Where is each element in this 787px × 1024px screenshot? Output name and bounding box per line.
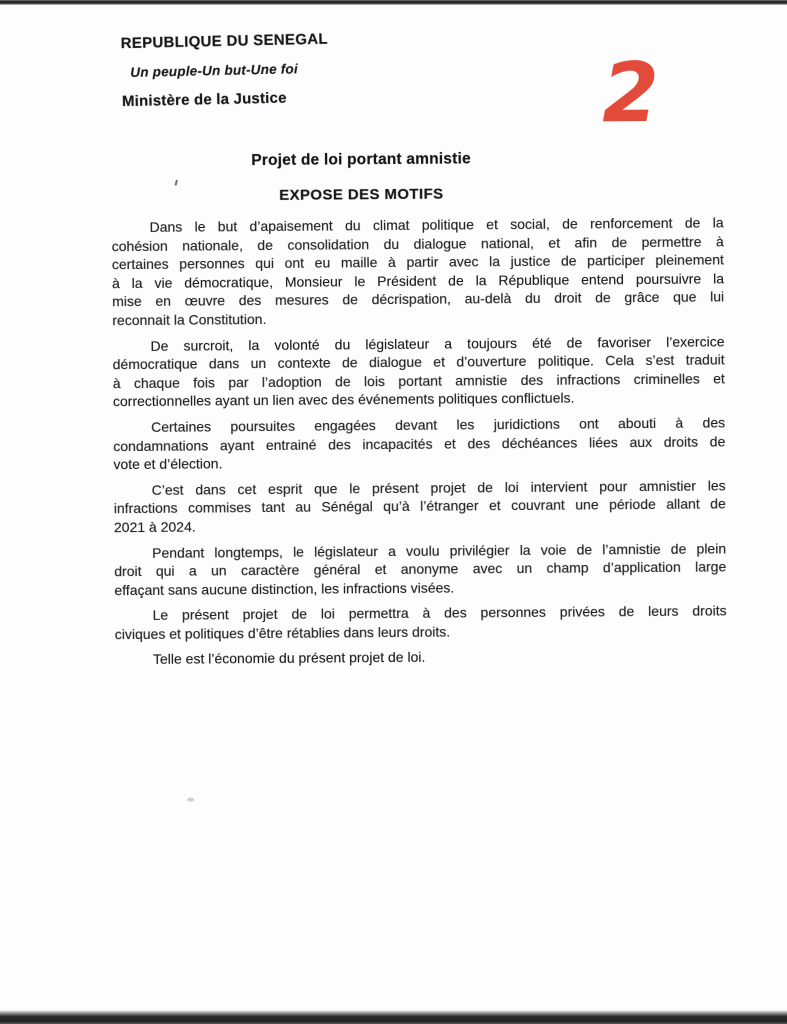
document-headings [111, 149, 611, 205]
paragraph-line: droit qui a un caractère général et anonyme avec un champ d’application large [114, 558, 727, 580]
paragraph-line: mise en œuvre des mesures de décrispation, au-delà du droit de grâce que lui [112, 288, 725, 310]
scan-edge-bottom [0, 1010, 787, 1024]
page-content [0, 2, 787, 1013]
paragraph [112, 213, 725, 329]
paragraph-line: condamnations ayant entrainé des incapacités et des déchéances liées aux droits de [113, 432, 726, 454]
paragraph-line: 2021 à 2024. [113, 518, 196, 536]
paragraph [114, 476, 726, 537]
paragraph-line: Telle est l’économie du présent projet de loi. [152, 649, 426, 668]
paragraph-line: C’est dans cet esprit que le présent projet de loi intervient pour amnistier les [151, 477, 726, 498]
paragraph [114, 539, 726, 600]
paragraph-line: vote et d’élection. [113, 455, 223, 473]
document-page [0, 5, 787, 1010]
paragraph-line: à la vie démocratique, Monsieur le Président de la République entend poursuivre la [111, 270, 725, 291]
republic-title: REPUBLIQUE DU SENEGAL [120, 30, 329, 53]
paragraph-line: Certaines poursuites engagées devant les juridictions ont abouti à des [151, 414, 726, 435]
national-motto: Un peuple-Un but-Une foi [130, 61, 299, 80]
paragraph [112, 332, 725, 411]
paragraph-line: cohésion nationale, de consolidation du dialogue national, et afin de permettre à [111, 232, 724, 254]
paragraph-line: démocratique dans un contexte de dialogue et d’ouverture politique. Cela s’est traduit [112, 351, 725, 373]
paragraph [115, 646, 727, 669]
paragraph-line: Pendant longtemps, le législateur a voulu privilégier la voie de l’amnistie de plein [152, 539, 727, 561]
paragraph [113, 413, 725, 474]
document-subtitle: EXPOSE DES MOTIFS [279, 185, 444, 204]
scan-speck [187, 798, 194, 802]
paragraph-line: civiques et politiques d’être rétablies dans leurs droits. [114, 623, 451, 643]
paragraph-line: Dans le but d’apaisement du climat politique et social, de renforcement de la [149, 214, 724, 235]
ministry-name: Ministère de la Justice [121, 89, 287, 111]
paragraph-line: infractions commises tant au Sénégal qu’à l’étranger et couvrant une période allant de [113, 495, 726, 517]
document-header [121, 31, 330, 111]
paragraph-line: à chaque fois par l’adoption de lois portant amnistie des infractions criminelles et [112, 370, 725, 391]
paragraph-line: effaçant sans aucune distinction, les infractions visées. [114, 579, 455, 598]
paragraph-line: De surcroit, la volonté du législateur a toujours été de favoriser l’exercice [150, 332, 725, 354]
paragraph [115, 602, 727, 644]
document-title: Projet de loi portant amnistie [251, 150, 471, 170]
paragraph-line: reconnait la Constitution. [112, 310, 267, 329]
paragraph-line: Le présent projet de loi permettra à des personnes privées de leurs droits [152, 602, 727, 624]
page-number: 2 [601, 45, 660, 142]
document-body [112, 213, 728, 676]
paragraph-line: correctionnelles ayant un lien avec des événements politiques conflictuels. [112, 389, 575, 410]
paragraph-line: certaines personnes qui ont eu maille à partir avec la justice de participer pleinement [111, 251, 724, 273]
